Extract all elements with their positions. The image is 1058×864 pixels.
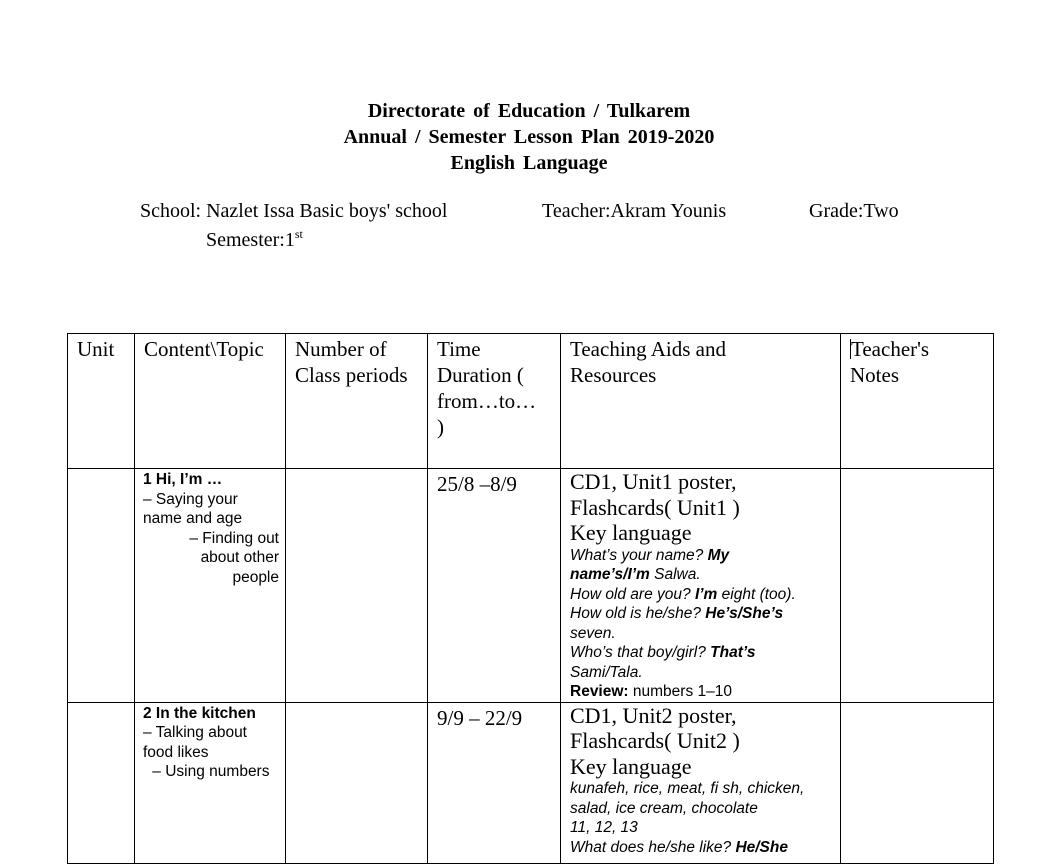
key-language-label: Key language (570, 753, 692, 779)
topic-cell[interactable]: 2 In the kitchen – Talking about food likes – Using numbers (135, 702, 286, 863)
time-cell[interactable]: 25/8 –8/9 (428, 469, 561, 703)
topic-title: 2 In the kitchen (143, 704, 256, 722)
header-notes[interactable]: Teacher's Notes (841, 334, 994, 469)
periods-cell[interactable] (286, 702, 428, 863)
header-aids: Teaching Aids and Resources (561, 334, 841, 469)
table-header-row (68, 334, 994, 469)
semester-sup: st (294, 227, 303, 241)
semester (206, 227, 303, 252)
topic-title: 1 Hi, I’m … (143, 471, 223, 488)
teacher-name: Teacher:Akram Younis (542, 200, 727, 222)
periods-cell[interactable] (286, 469, 428, 703)
unit-cell[interactable] (68, 702, 135, 863)
header-line-1: Directorate of Education / Tulkarem (367, 100, 691, 122)
lesson-plan-table (67, 333, 994, 864)
header-line-2: Annual / Semester Lesson Plan 2019-2020 (343, 126, 715, 148)
header-time: Time Duration ( from…to… ) (428, 334, 561, 469)
aids-cell[interactable]: CD1, Unit2 poster, Flashcards( Unit2 ) Key language kunafeh, rice, meat, fi sh, chicken, salad, ice cream, chocolate 11, 12, 13 What does he/she like? He/She (561, 702, 841, 863)
grade: Grade:Two (809, 200, 899, 222)
aids-cell[interactable]: CD1, Unit1 poster, Flashcards( Unit1 ) Key language What’s your name? My name’s/I’m Salwa. How old are you? I’m eight (too). How old is he/she? He’s/She’s seven. Who’s that boy/girl? That’s Sami/Tala. Review: numbers 1–10 (561, 469, 841, 703)
document-header (0, 98, 1058, 176)
header-line-3: English Language (450, 152, 608, 174)
unit-cell[interactable] (68, 469, 135, 703)
header-periods: Number of Class periods (286, 334, 428, 469)
key-language-label: Key language (570, 520, 692, 545)
notes-cell[interactable] (841, 469, 994, 703)
header-unit: Unit (68, 334, 135, 469)
topic-cell[interactable]: 1 Hi, I’m … – Saying your name and age – Finding out about other people (135, 469, 286, 703)
school-name: School: Nazlet Issa Basic boys' school (140, 200, 448, 222)
semester-label: Semester:1 (206, 229, 295, 251)
table-row (68, 702, 994, 863)
notes-cell[interactable] (841, 702, 994, 863)
table-row (68, 469, 994, 703)
time-cell[interactable]: 9/9 – 22/9 (428, 702, 561, 863)
header-content: Content\Topic (135, 334, 286, 469)
